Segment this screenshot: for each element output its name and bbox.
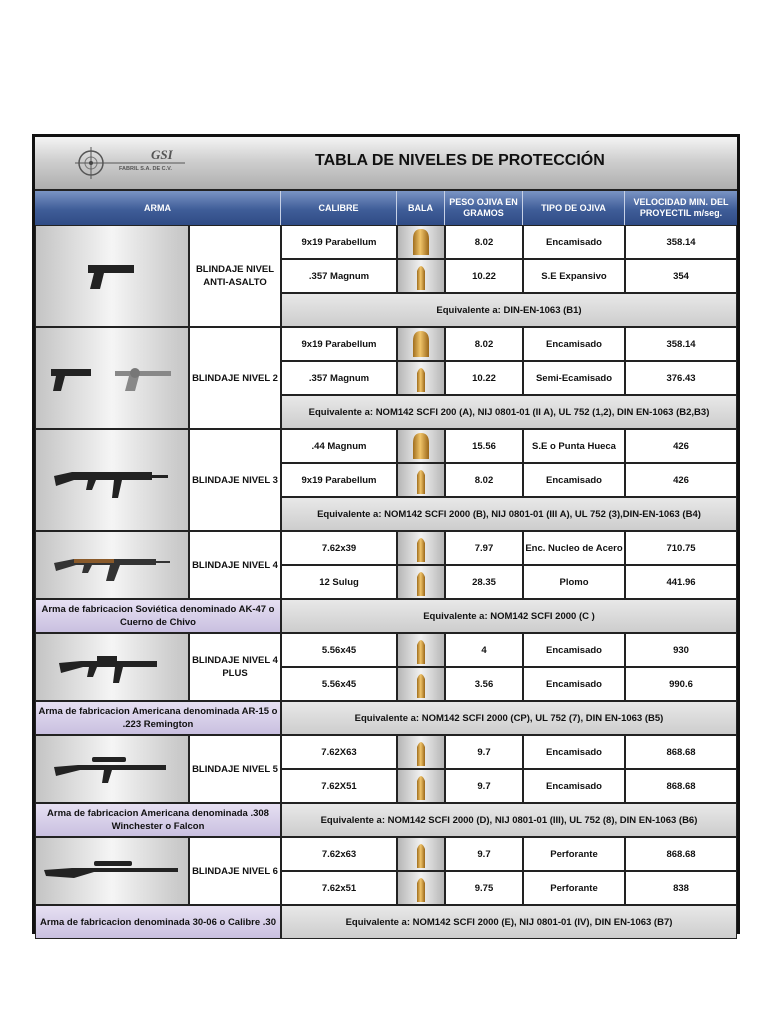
tipo-cell: S.E o Punta Hueca <box>523 429 625 463</box>
bullet-icon <box>410 227 432 257</box>
bullet-icon <box>414 533 428 563</box>
peso-cell: 8.02 <box>445 225 523 259</box>
equivalence-row: Equivalente a: NOM142 SCFI 2000 (C ) <box>281 599 737 633</box>
calibre-cell: 7.62X51 <box>281 769 397 803</box>
ar15-rifle-icon <box>57 647 167 687</box>
bullet-image-cell <box>397 667 445 701</box>
calibre-cell: .357 Magnum <box>281 361 397 395</box>
weapon-image-cell <box>35 633 189 701</box>
calibre-cell: 12 Sulug <box>281 565 397 599</box>
tipo-cell: Enc. Nucleo de Acero <box>523 531 625 565</box>
hunting-rifle-icon <box>42 854 182 888</box>
peso-cell: 4 <box>445 633 523 667</box>
column-header-arma: ARMA <box>35 191 281 225</box>
calibre-cell: 9x19 Parabellum <box>281 463 397 497</box>
column-header-velocidad: VELOCIDAD MIN. DEL PROYECTIL m/seg. <box>633 197 729 218</box>
tipo-cell: Encamisado <box>523 735 625 769</box>
peso-cell: 10.22 <box>445 259 523 293</box>
pistol-and-revolver-icon <box>47 361 177 395</box>
equivalence-row: Equivalente a: NOM142 SCFI 2000 (D), NIJ 0801-01 (III), UL 752 (8), DIN EN-1063 (B6) <box>281 803 737 837</box>
velocidad-cell: 930 <box>625 633 737 667</box>
table-header <box>35 137 737 191</box>
weapon-description: Arma de fabricacion Americana denominada .308 Winchester o Falcon <box>35 803 281 837</box>
bullet-image-cell <box>397 259 445 293</box>
protection-level-name: BLINDAJE NIVEL 3 <box>189 429 281 531</box>
peso-cell: 9.7 <box>445 837 523 871</box>
weapon-description: Arma de fabricacion denominada 30-06 o Calibre .30 <box>35 905 281 939</box>
calibre-cell: .357 Magnum <box>281 259 397 293</box>
velocidad-cell: 441.96 <box>625 565 737 599</box>
bullet-image-cell <box>397 565 445 599</box>
bullet-icon <box>414 363 428 393</box>
protection-level-name: BLINDAJE NIVEL 4 <box>189 531 281 599</box>
protection-level-name: BLINDAJE NIVEL 5 <box>189 735 281 803</box>
bullet-image-cell <box>397 837 445 871</box>
tipo-cell: Encamisado <box>523 463 625 497</box>
bullet-icon <box>414 635 428 665</box>
calibre-cell: 9x19 Parabellum <box>281 327 397 361</box>
bullet-icon <box>414 737 428 767</box>
bullet-image-cell <box>397 225 445 259</box>
gsi-logo <box>75 145 195 181</box>
calibre-cell: 5.56x45 <box>281 667 397 701</box>
equivalence-row: Equivalente a: DIN-EN-1063 (B1) <box>281 293 737 327</box>
tipo-cell: Perforante <box>523 871 625 905</box>
tipo-cell: Encamisado <box>523 769 625 803</box>
protection-levels-table <box>32 134 740 934</box>
peso-cell: 3.56 <box>445 667 523 701</box>
peso-cell: 9.7 <box>445 735 523 769</box>
bullet-icon <box>410 329 432 359</box>
column-header-row <box>35 191 737 225</box>
weapon-image-cell <box>35 429 189 531</box>
tipo-cell: Perforante <box>523 837 625 871</box>
equivalence-row: Equivalente a: NOM142 SCFI 2000 (E), NIJ 0801-01 (IV), DIN EN-1063 (B7) <box>281 905 737 939</box>
bullet-image-cell <box>397 531 445 565</box>
calibre-cell: 7.62x51 <box>281 871 397 905</box>
velocidad-cell: 868.68 <box>625 837 737 871</box>
logo-text: GSI <box>151 147 173 162</box>
weapon-description: Arma de fabricacion Americana denominada AR-15 o .223 Remington <box>35 701 281 735</box>
protection-level-name: BLINDAJE NIVEL 2 <box>189 327 281 429</box>
pistol-icon <box>82 259 142 293</box>
velocidad-cell: 426 <box>625 429 737 463</box>
bullet-image-cell <box>397 463 445 497</box>
tipo-cell: Semi-Ecamisado <box>523 361 625 395</box>
velocidad-cell: 838 <box>625 871 737 905</box>
bullet-icon <box>410 431 432 461</box>
column-header-bala: BALA <box>397 191 445 225</box>
bullet-icon <box>414 771 428 801</box>
protection-level-name: BLINDAJE NIVEL ANTI-ASALTO <box>189 225 281 327</box>
equivalence-row: Equivalente a: NOM142 SCFI 200 (A), NIJ 0801-01 (II A), UL 752 (1,2), DIN EN-1063 (B2,B3) <box>281 395 737 429</box>
page-title: TABLA DE NIVELES DE PROTECCIÓN <box>315 152 605 169</box>
ak47-rifle-icon <box>52 545 172 585</box>
calibre-cell: 7.62x63 <box>281 837 397 871</box>
peso-cell: 8.02 <box>445 327 523 361</box>
velocidad-cell: 990.6 <box>625 667 737 701</box>
weapon-image-cell <box>35 225 189 327</box>
submachine-gun-icon <box>52 460 172 500</box>
weapon-image-cell <box>35 531 189 599</box>
bullet-icon <box>414 669 428 699</box>
weapon-image-cell <box>35 837 189 905</box>
equivalence-row: Equivalente a: NOM142 SCFI 2000 (CP), UL 752 (7), DIN EN-1063 (B5) <box>281 701 737 735</box>
velocidad-cell: 868.68 <box>625 735 737 769</box>
velocidad-cell: 710.75 <box>625 531 737 565</box>
tipo-cell: Plomo <box>523 565 625 599</box>
weapon-description: Arma de fabricacion Soviética denominado AK-47 o Cuerno de Chivo <box>35 599 281 633</box>
peso-cell: 8.02 <box>445 463 523 497</box>
calibre-cell: 5.56x45 <box>281 633 397 667</box>
bullet-image-cell <box>397 735 445 769</box>
tipo-cell: Encamisado <box>523 225 625 259</box>
bullet-image-cell <box>397 633 445 667</box>
velocidad-cell: 426 <box>625 463 737 497</box>
sniper-rifle-icon <box>52 749 172 789</box>
weapon-image-cell <box>35 735 189 803</box>
velocidad-cell: 358.14 <box>625 225 737 259</box>
bullet-image-cell <box>397 429 445 463</box>
velocidad-cell: 354 <box>625 259 737 293</box>
calibre-cell: 7.62x39 <box>281 531 397 565</box>
peso-cell: 9.7 <box>445 769 523 803</box>
column-header-tipo: TIPO DE OJIVA <box>523 191 625 225</box>
bullet-image-cell <box>397 327 445 361</box>
bullet-icon <box>414 567 428 597</box>
protection-level-name: BLINDAJE NIVEL 4 PLUS <box>189 633 281 701</box>
tipo-cell: Encamisado <box>523 327 625 361</box>
peso-cell: 10.22 <box>445 361 523 395</box>
bullet-icon <box>414 873 428 903</box>
peso-cell: 28.35 <box>445 565 523 599</box>
peso-cell: 15.56 <box>445 429 523 463</box>
bullet-image-cell <box>397 769 445 803</box>
bullet-image-cell <box>397 361 445 395</box>
bullet-icon <box>414 261 428 291</box>
logo-subtext: FABRIL S.A. DE C.V. <box>119 166 172 172</box>
velocidad-cell: 868.68 <box>625 769 737 803</box>
tipo-cell: Encamisado <box>523 633 625 667</box>
calibre-cell: .44 Magnum <box>281 429 397 463</box>
tipo-cell: S.E Expansivo <box>523 259 625 293</box>
protection-level-name: BLINDAJE NIVEL 6 <box>189 837 281 905</box>
bullet-icon <box>414 839 428 869</box>
bullet-image-cell <box>397 871 445 905</box>
peso-cell: 7.97 <box>445 531 523 565</box>
bullet-icon <box>414 465 428 495</box>
velocidad-cell: 358.14 <box>625 327 737 361</box>
calibre-cell: 9x19 Parabellum <box>281 225 397 259</box>
tipo-cell: Encamisado <box>523 667 625 701</box>
crosshair-logo-icon <box>75 145 195 181</box>
equivalence-row: Equivalente a: NOM142 SCFI 2000 (B), NIJ 0801-01 (III A), UL 752 (3),DIN-EN-1063 (B4) <box>281 497 737 531</box>
column-header-calibre: CALIBRE <box>281 191 397 225</box>
velocidad-cell: 376.43 <box>625 361 737 395</box>
peso-cell: 9.75 <box>445 871 523 905</box>
weapon-image-cell <box>35 327 189 429</box>
calibre-cell: 7.62X63 <box>281 735 397 769</box>
column-header-peso: PESO OJIVA EN GRAMOS <box>445 191 523 225</box>
